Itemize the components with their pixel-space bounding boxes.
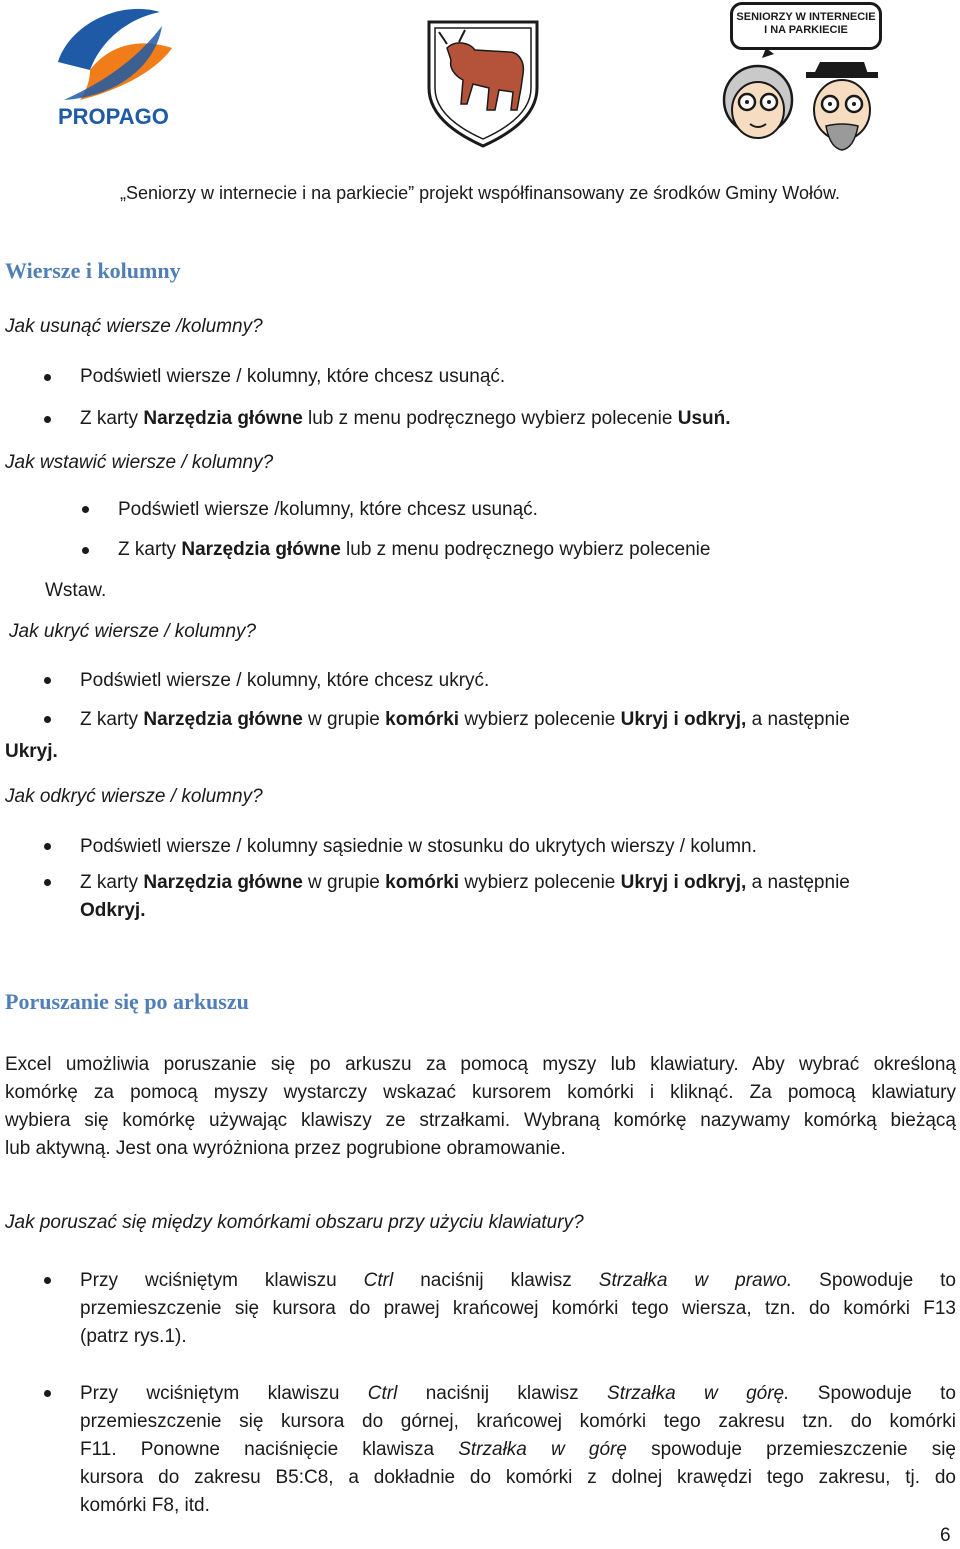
kbd-bullet-2-line bbox=[80, 1380, 956, 1408]
kbd-bullet-2-line: przemieszczenie się kursora do górnej, krańcowej komórki tego zakresu tzn. do komórki bbox=[80, 1411, 956, 1432]
text-run: naciśnij klawisz bbox=[397, 1383, 608, 1404]
italic-run: Strzałka w prawo. bbox=[598, 1270, 793, 1291]
text-run: wybierz polecenie bbox=[459, 709, 621, 730]
text-run: lub z menu podręcznego wybierz polecenie bbox=[302, 408, 678, 429]
bullet bbox=[82, 506, 89, 513]
text-run: Z karty bbox=[80, 408, 144, 429]
paragraph-line: lub aktywną. Jest ona wyróżniona przez pogrubione obramowanie. bbox=[5, 1138, 566, 1159]
bold-run: Narzędzia główne bbox=[143, 709, 303, 730]
bullet bbox=[44, 879, 51, 886]
paragraph-line: komórkę za pomocą myszy wystarczy wskazać kursorem komórki i kliknąć. Za pomocą klawiatury bbox=[5, 1082, 956, 1103]
text-run: w grupie bbox=[302, 709, 386, 730]
text-run: Z karty bbox=[80, 709, 144, 730]
text-run: F11. Ponowne naciśnięcie klawisza bbox=[80, 1439, 459, 1460]
kbd-bullet-2-line: kursora do zakresu B5:C8, a dokładnie do komórki z dolnej krawędzi tego zakresu, tj. do bbox=[80, 1467, 956, 1488]
bold-run: Ukryj i odkryj, bbox=[620, 872, 747, 893]
text-run: naciśnij klawisz bbox=[393, 1270, 599, 1291]
header-subtitle: „Seniorzy w internecie i na parkiecie” projekt współfinansowany ze środków Gminy Wołów. bbox=[120, 183, 840, 203]
bullet bbox=[44, 1277, 51, 1284]
text-run: lub z menu podręcznego wybierz polecenie bbox=[340, 539, 711, 560]
propago-logo bbox=[50, 4, 180, 129]
seniorzy-logo-line1: SENIORZY W INTERNECIE bbox=[736, 11, 876, 23]
text-run: Z karty bbox=[118, 539, 182, 560]
q3-bullet-2-tail: Ukryj. bbox=[5, 741, 58, 762]
text-run: a następnie bbox=[746, 709, 850, 730]
section-heading-rows-columns: Wiersze i kolumny bbox=[5, 258, 181, 283]
italic-run: Strzałka w górę. bbox=[607, 1383, 790, 1404]
q2-bullet-2 bbox=[118, 537, 710, 563]
q1-bullet-2 bbox=[80, 406, 731, 432]
seniorzy-logo bbox=[718, 0, 886, 152]
bullet bbox=[44, 416, 51, 423]
question-insert: Jak wstawić wiersze / kolumny? bbox=[5, 452, 274, 473]
q2-bullet-2-tail: Wstaw. bbox=[45, 580, 107, 601]
page-number: 6 bbox=[940, 1525, 951, 1546]
text-run: wybierz polecenie bbox=[459, 872, 621, 893]
text-run: spowoduje przemieszczenie się bbox=[626, 1439, 956, 1460]
section-heading-navigation: Poruszanie się po arkuszu bbox=[5, 989, 249, 1014]
bold-run: Ukryj i odkryj, bbox=[620, 709, 747, 730]
bullet bbox=[44, 374, 51, 381]
kbd-bullet-1-line bbox=[80, 1267, 956, 1295]
text-run: Spowoduje to bbox=[789, 1383, 956, 1404]
bullet bbox=[44, 677, 51, 684]
kbd-bullet-1-line: przemieszczenie się kursora do prawej krańcowej komórki tego wiersza, tzn. do komórki F13 bbox=[80, 1298, 956, 1319]
kbd-bullet-1-line: (patrz rys.1). bbox=[80, 1326, 187, 1347]
italic-run: Ctrl bbox=[363, 1270, 394, 1291]
paragraph-line: Excel umożliwia poruszanie się po arkuszu za pomocą myszy lub klawiatury. Aby wybrać określoną bbox=[5, 1054, 956, 1075]
bullet bbox=[82, 547, 89, 554]
question-keyboard-navigation: Jak poruszać się między komórkami obszaru przy użyciu klawiatury? bbox=[5, 1212, 584, 1233]
text-run: Przy wciśniętym klawiszu bbox=[80, 1383, 368, 1404]
speech-bubble bbox=[730, 2, 882, 50]
kbd-bullet-2-line bbox=[80, 1436, 956, 1464]
q4-bullet-2-tail: Odkryj. bbox=[80, 900, 146, 921]
text-run: Spowoduje to bbox=[792, 1270, 956, 1291]
bullet bbox=[44, 716, 51, 723]
bullet bbox=[44, 1390, 51, 1397]
bold-run: komórki bbox=[385, 709, 460, 730]
q4-bullet-2 bbox=[80, 870, 850, 896]
bull-crest-icon bbox=[425, 18, 541, 148]
propago-logo-text: PROPAGO bbox=[58, 104, 169, 129]
q1-bullet-1: Podświetl wiersze / kolumny, które chcesz usunąć. bbox=[80, 366, 506, 387]
italic-run: Strzałka w górę bbox=[458, 1439, 627, 1460]
bold-run: Narzędzia główne bbox=[181, 539, 341, 560]
bold-run: Narzędzia główne bbox=[143, 408, 303, 429]
text-run: Przy wciśniętym klawiszu bbox=[80, 1270, 364, 1291]
text-run: Z karty bbox=[80, 872, 144, 893]
q2-bullet-1: Podświetl wiersze /kolumny, które chcesz usunąć. bbox=[118, 499, 538, 520]
coat-of-arms bbox=[425, 18, 541, 148]
question-delete: Jak usunąć wiersze /kolumny? bbox=[5, 316, 263, 337]
q4-bullet-1: Podświetl wiersze / kolumny sąsiednie w stosunku do ukrytych wierszy / kolumn. bbox=[80, 836, 757, 857]
italic-run: Ctrl bbox=[367, 1383, 398, 1404]
text-run: w grupie bbox=[302, 872, 386, 893]
text-run: a następnie bbox=[746, 872, 850, 893]
question-hide: Jak ukryć wiersze / kolumny? bbox=[9, 621, 257, 642]
seniorzy-logo-line2: I NA PARKIECIE bbox=[764, 24, 848, 36]
question-unhide: Jak odkryć wiersze / kolumny? bbox=[5, 786, 263, 807]
bold-run: Usuń. bbox=[677, 408, 731, 429]
q3-bullet-1: Podświetl wiersze / kolumny, które chcesz ukryć. bbox=[80, 670, 490, 691]
bold-run: komórki bbox=[385, 872, 460, 893]
bullet bbox=[44, 843, 51, 850]
paragraph-line: wybiera się komórkę używając klawiszy ze strzałkami. Wybraną komórkę nazywamy komórką bieżącą bbox=[5, 1110, 956, 1131]
bold-run: Narzędzia główne bbox=[143, 872, 303, 893]
seniors-faces-icon bbox=[718, 44, 886, 154]
kbd-bullet-2-line: komórki F8, itd. bbox=[80, 1495, 210, 1516]
q3-bullet-2 bbox=[80, 707, 850, 733]
